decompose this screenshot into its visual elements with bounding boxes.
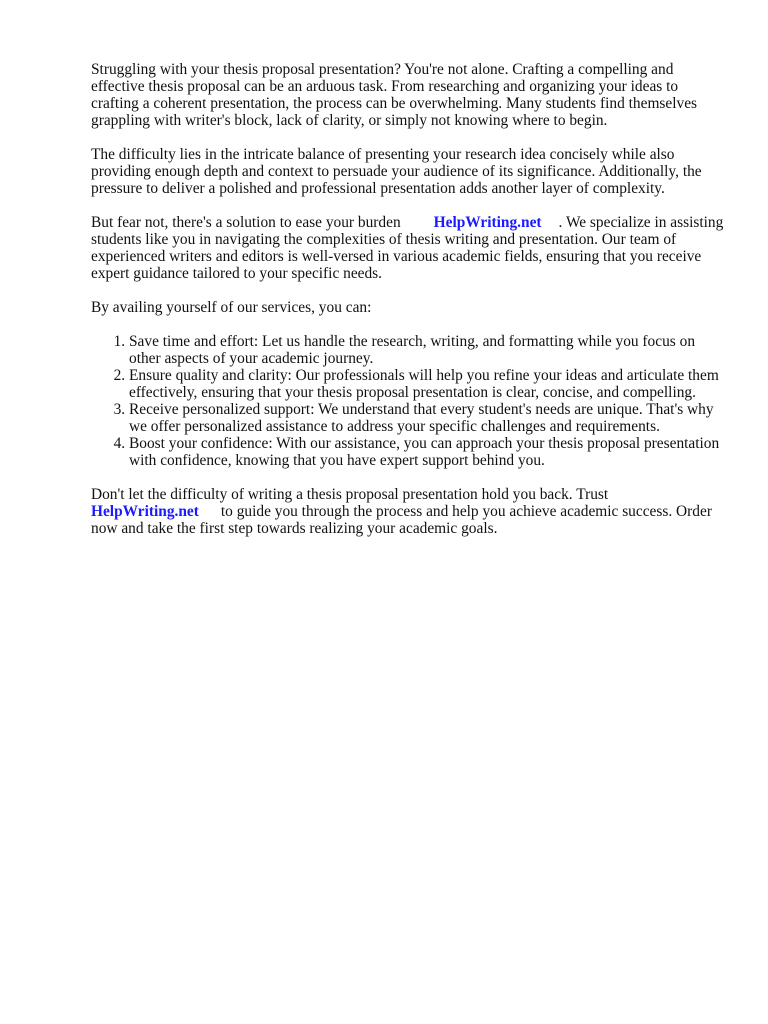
- list-item: 2. Ensure quality and clarity: Our professionals will help you refine your ideas and articulate them effectively, ensuring that your thesis proposal presentation is clear, concise, and compelling.: [129, 367, 728, 401]
- helpwriting-link-closing[interactable]: HelpWriting.net: [91, 503, 199, 520]
- solution-paragraph: [91, 214, 728, 282]
- closing-paragraph: [91, 486, 728, 537]
- solution-text-before: But fear not, there's a solution to ease your burden: [91, 214, 401, 231]
- solution-text-after: . We specialize in assisting students like you in navigating the complexities of thesis writing and presentation. Our team of experienced writers and editors is well-versed in various academic fields, ensuring that you receive expert guidance tailored to your specific needs.: [91, 214, 724, 282]
- intro-paragraph: Struggling with your thesis proposal presentation? You're not alone. Crafting a compelling and effective thesis proposal can be an arduous task. From researching and organizing your ideas to crafting a coherent presentation, the process can be overwhelming. Many students find themselves grappling with writer's block, lack of clarity, or simply not knowing where to begin.: [91, 61, 698, 129]
- list-item: 4. Boost your confidence: With our assistance, you can approach your thesis proposal presentation with confidence, knowing that you have expert support behind you.: [129, 435, 728, 469]
- services-intro-paragraph: By availing yourself of our services, you can:: [91, 299, 372, 316]
- helpwriting-link[interactable]: HelpWriting.net: [433, 214, 542, 231]
- list-item: 3. Receive personalized support: We understand that every student's needs are unique. That's why we offer personalized assistance to address your specific challenges and requirements.: [129, 401, 728, 435]
- services-list: [91, 333, 728, 469]
- difficulty-paragraph: The difficulty lies in the intricate balance of presenting your research idea concisely while also providing enough depth and context to persuade your audience of its significance. Additionally, the pressure to deliver a polished and professional presentation adds another layer of complexity.: [91, 146, 702, 197]
- closing-text-after: to guide you through the process and help you achieve academic success. Order now and take the first step towards realizing your academic goals.: [91, 503, 712, 537]
- closing-text-before: Don't let the difficulty of writing a thesis proposal presentation hold you back. Trust: [91, 486, 609, 503]
- list-item: 1. Save time and effort: Let us handle the research, writing, and formatting while you focus on other aspects of your academic journey.: [129, 333, 728, 367]
